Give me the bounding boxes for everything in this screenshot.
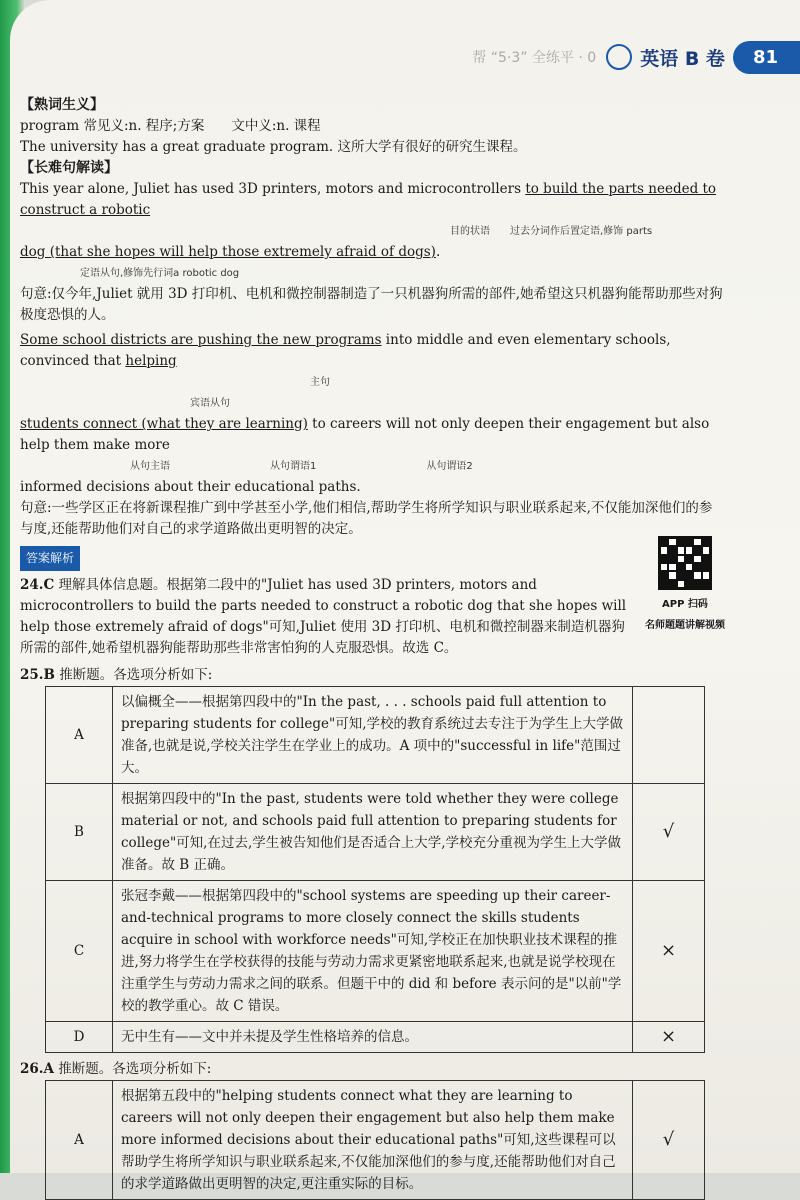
s1-part-d: (that she hopes will help those extremely afraid of dogs) [49, 244, 436, 260]
question-26 [20, 1059, 725, 1080]
vocab-line1: program 常见义:n. 程序;方案 文中义:n. 课程 [20, 118, 321, 134]
option-analysis: 无中生有——文中并未提及学生性格培养的信息。 [113, 1022, 633, 1053]
page [10, 0, 800, 1192]
q26-intro: 推断题。各选项分析如下: [58, 1061, 212, 1077]
s1-notes: 目的状语 过去分词作后置定语,修饰 parts [450, 226, 653, 237]
q24-text: 理解具体信息题。根据第二段中的"Juliet has used 3D printers, motors and microcontrollers to build the parts needed to construct a robotic dog that she hopes will help those extremely afraid of dogs"可知,Juliet 使用 3D 打印机、电机和微控制器来制造机器狗所需的部件,她希望机器狗能帮助那些非常害怕狗的人克服恐惧。故选 C。 [20, 577, 627, 656]
table-row [46, 687, 705, 784]
q24-number: 24.C [20, 577, 55, 593]
table-row [46, 1022, 705, 1053]
option-analysis: 根据第五段中的"helping students connect what they are learning to careers will not only deepen their engagement but also help them make more informed decisions about their educational paths"可知,这些课程可以帮助学生将所学知识与职业联系起来,不仅能加深他们的参与度,还能帮助他们对自己的求学道路做出更明智的决定,更注重实际的目标。 [113, 1081, 633, 1200]
q25-options-table [45, 686, 705, 1053]
s2-translation: 句意:一些学区正在将新课程推广到中学甚至小学,他们相信,帮助学生将所学知识与职业联系起来,不仅能加深他们的参与度,还能帮助他们对自己的求学道路做出更明智的决定。 [20, 500, 713, 537]
s2-part-e: students connect [20, 416, 142, 432]
header-faded-text: 帮 “5·3” 全练平 · 0 [472, 50, 597, 66]
q26-number: 26.A [20, 1061, 54, 1077]
table-row [46, 784, 705, 881]
qr-label-1: APP 扫码 [662, 599, 708, 610]
s1-part-e: . [435, 244, 441, 260]
option-label: A [46, 687, 113, 784]
option-label: A [46, 1081, 113, 1200]
option-analysis: 根据第四段中的"In the past, students were told whether they were college material or not, and schools paid full attention to preparing students for college"可知,在过去,学生被告知他们是否适合上大学,学校充分重视为学生上大学做准备。故 B 正确。 [113, 784, 633, 881]
logo-icon [606, 44, 632, 70]
option-mark: × [633, 881, 705, 1022]
s1-part-b: to build the parts needed to construct a robotic [20, 181, 717, 218]
question-25 [20, 665, 725, 686]
q25-number: 25.B [20, 667, 55, 683]
long-heading: 【长难句解读】 [20, 160, 118, 176]
s2-part-c: into middle and even elementary schools, convinced that [20, 332, 671, 369]
s2-part-d: helping [125, 353, 177, 369]
qr-label-2: 名师题题讲解视频 [645, 620, 725, 631]
s2-part-b: the new programs [256, 332, 382, 348]
sentence-2 [20, 330, 725, 372]
option-analysis: 以偏概全——根据第四段中的"In the past, . . . schools paid full attention to preparing students for college"可知,学校的教育系统过去专注于为学生上大学做准备,也就是说,学校关注学生在学业上的成功。A 项中的"successful in life"范围过大。 [113, 687, 633, 784]
table-row [46, 1081, 705, 1200]
content [20, 95, 725, 1200]
option-mark [633, 687, 705, 784]
table-row [46, 881, 705, 1022]
s1-part-c: dog [20, 244, 50, 260]
s2-object-clause-note: 宾语从句 [190, 398, 230, 409]
qr-code-block[interactable] [645, 536, 725, 636]
s2-part-g: to careers will not only deepen their engagement but also help them make more [20, 416, 710, 453]
sentence-1-cont [20, 242, 725, 263]
page-number: 81 [733, 41, 800, 74]
vocab-line2: The university has a great graduate program. 这所大学有很好的研究生课程。 [20, 139, 527, 155]
sentence-2-cont [20, 414, 725, 456]
sentence-1 [20, 179, 725, 221]
vocab-heading: 【熟词生义】 [20, 97, 104, 113]
s2-part-f: (what they are learning) [141, 416, 308, 432]
s1-part-a: This year alone, Juliet has used 3D printers, motors and microcontrollers [20, 181, 526, 197]
option-analysis: 张冠李戴——根据第四段中的"school systems are speeding up their career-and-technical programs to more closely connect the skills students acquire in school with workforce needs"可知,学校正在加快职业技术课程的推进,努力将学生在学校获得的技能与劳动力需求更紧密地联系起来,也就是说学校现在注重学生与劳动力需求之间的联系。但题干中的 did 和 before 表示问的是"以前"学校的教学重心。故 C 错误。 [113, 881, 633, 1022]
sentence-2-end: informed decisions about their educational paths. [20, 479, 361, 495]
s2-main-note: 主句 [310, 377, 330, 388]
option-label: C [46, 881, 113, 1022]
option-label: D [46, 1022, 113, 1053]
option-mark: × [633, 1022, 705, 1053]
option-mark: √ [633, 1081, 705, 1200]
s1-note2: 定语从句,修饰先行词a robotic dog [80, 268, 240, 279]
question-24 [20, 575, 725, 659]
qr-code-icon[interactable] [658, 536, 712, 590]
option-mark: √ [633, 784, 705, 881]
s1-translation: 句意:仅今年,Juliet 就用 3D 打印机、电机和微控制器制造了一只机器狗所需的部件,她希望这只机器狗能帮助那些对狗极度恐惧的人。 [20, 286, 723, 323]
s2-part-a: Some school districts are pushing [20, 332, 257, 348]
page-header [472, 38, 800, 76]
header-title: 英语 B 卷 [640, 47, 725, 70]
q25-intro: 推断题。各选项分析如下: [59, 667, 213, 683]
answer-analysis-tag: 答案解析 [20, 546, 80, 571]
s2-notes: 从句主语 从句谓语1 从句谓语2 [130, 461, 473, 472]
q26-options-table [45, 1080, 705, 1200]
option-label: B [46, 784, 113, 881]
